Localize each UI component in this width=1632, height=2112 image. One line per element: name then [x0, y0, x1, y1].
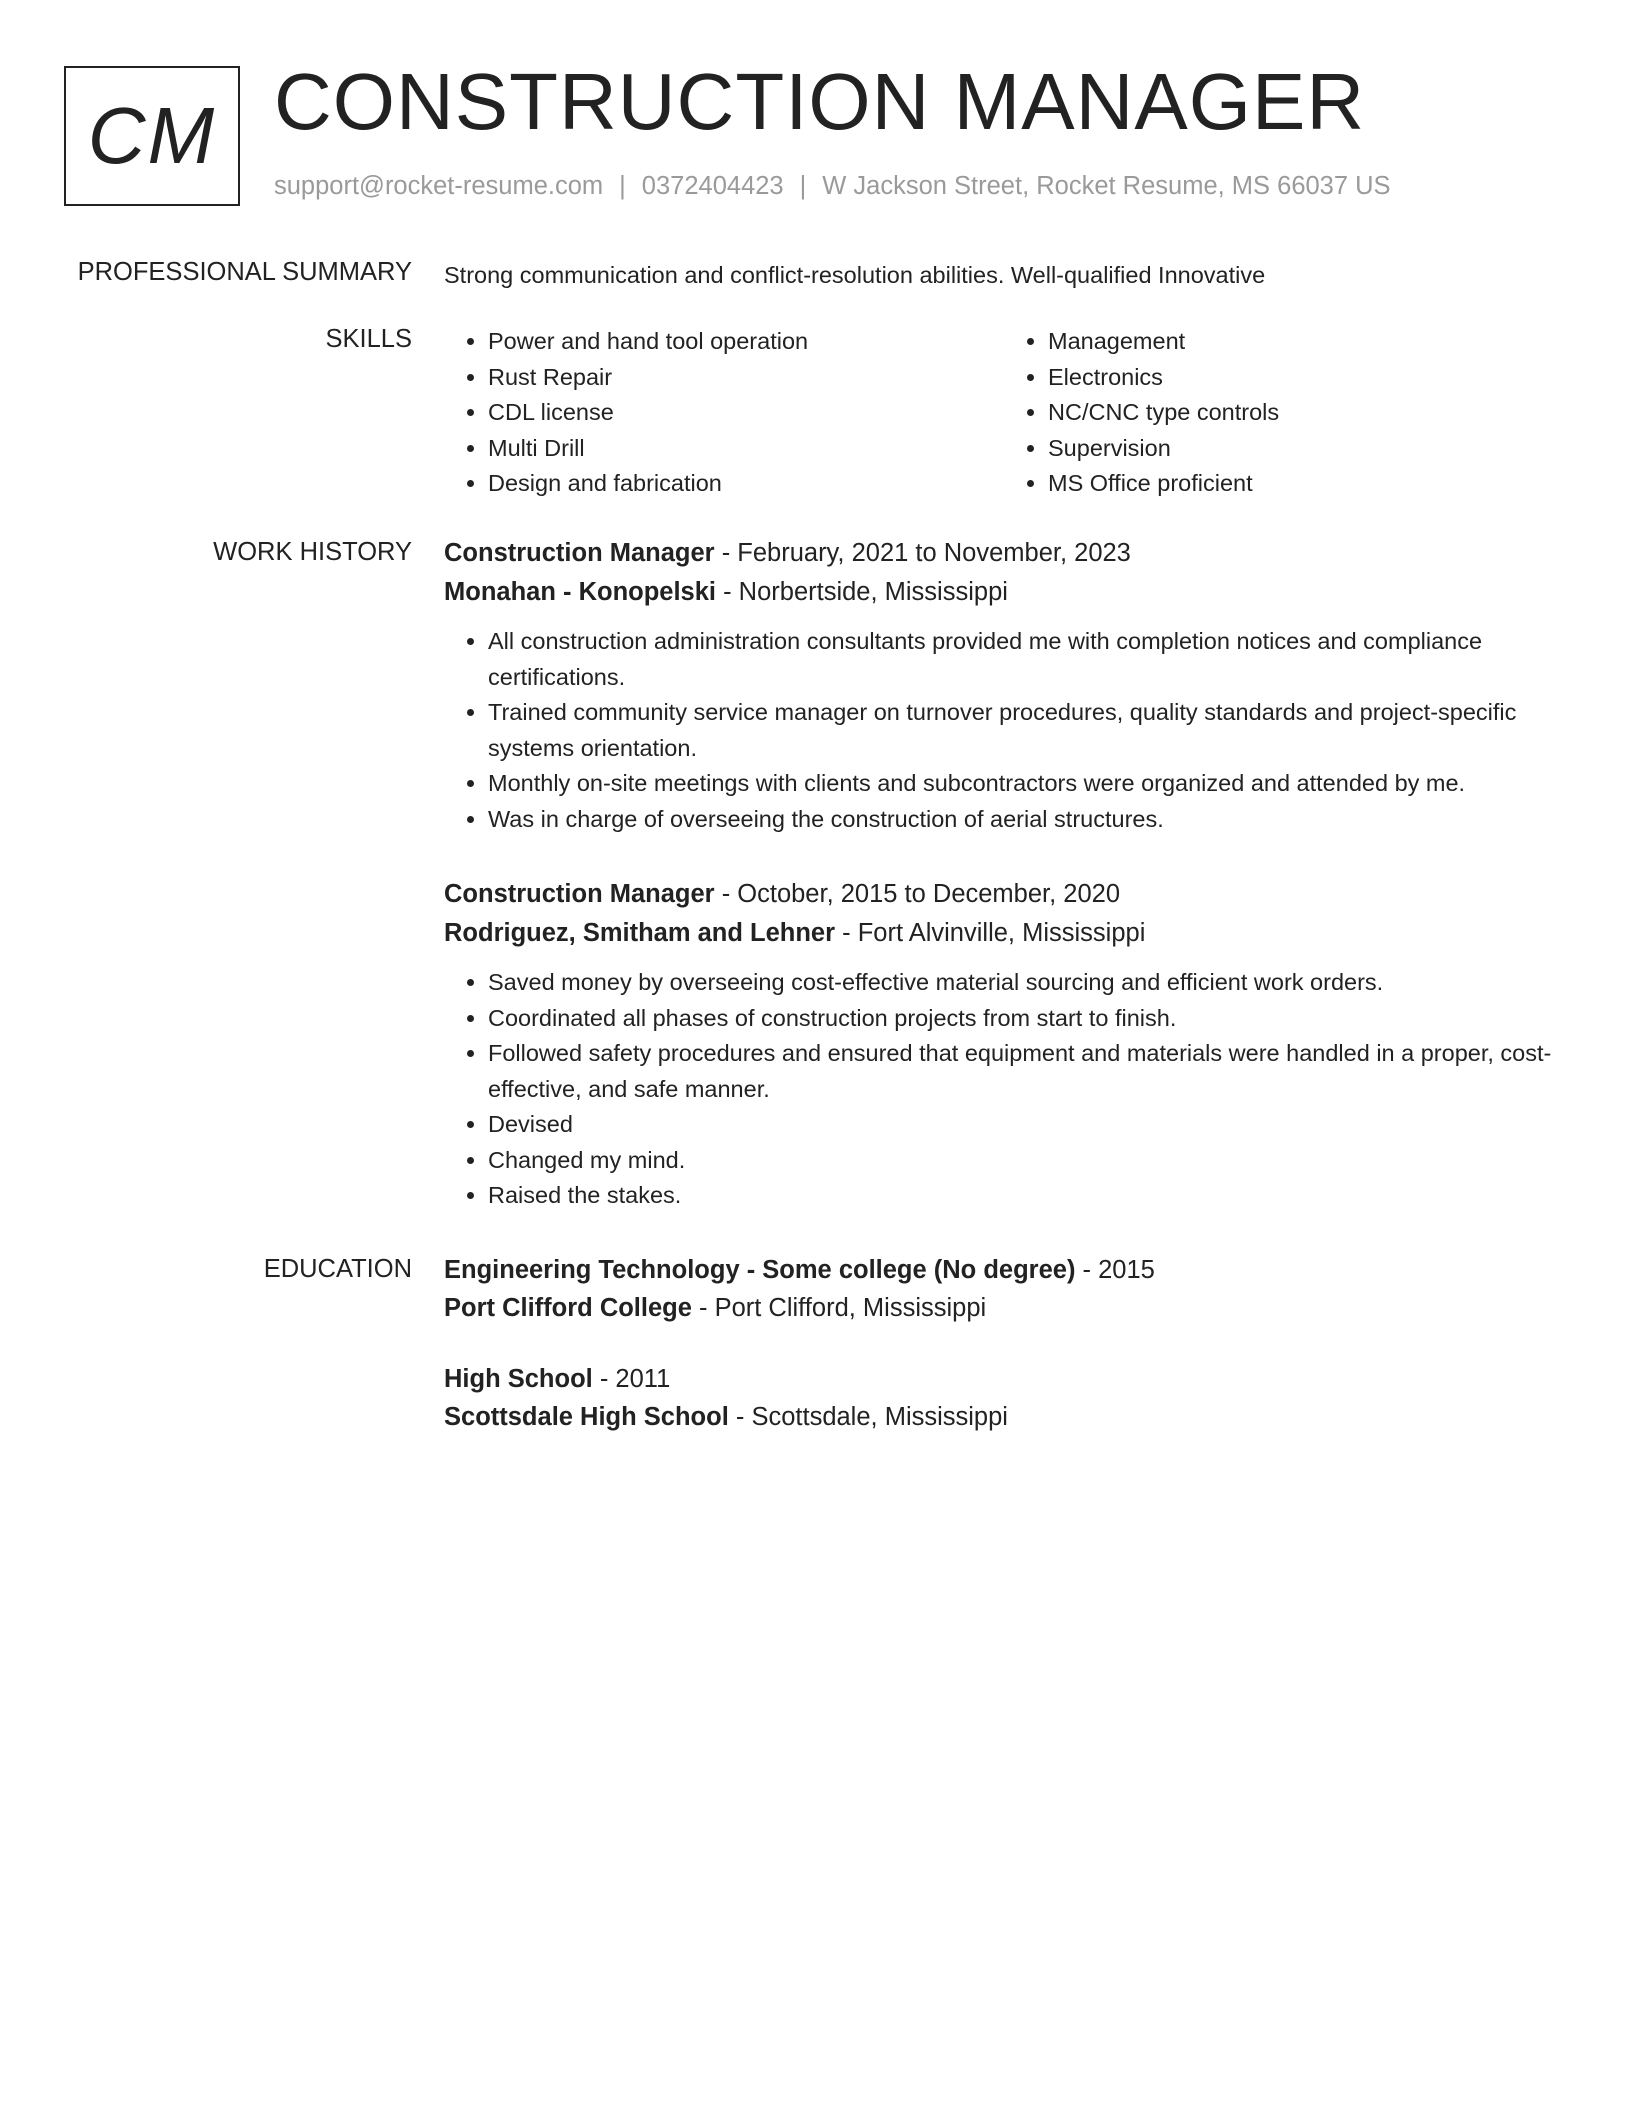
- summary-label: PROFESSIONAL SUMMARY: [77, 258, 412, 286]
- contact-separator: |: [799, 172, 807, 200]
- job-company: Rodriguez, Smitham and Lehner: [444, 919, 836, 947]
- job-location: - Norbertside, Mississippi: [716, 578, 1008, 606]
- job-company: Monahan - Konopelski: [444, 578, 717, 606]
- edu-degree: Engineering Technology - Some college (No degree): [444, 1256, 1076, 1284]
- job-bullets: [444, 965, 1564, 1214]
- skill-item: • Electronics: [1048, 360, 1564, 396]
- job-bullet: • Saved money by overseeing cost-effective material sourcing and efficient work orders.: [488, 965, 1564, 1001]
- edu-school-line: [444, 1289, 1564, 1327]
- edu-degree: High School: [444, 1365, 593, 1393]
- contact-separator: |: [619, 172, 626, 200]
- contact-phone[interactable]: 0372404423: [641, 172, 784, 200]
- contact-email[interactable]: support@rocket-resume.com: [274, 172, 604, 200]
- resume-title: CONSTRUCTION MANAGER: [274, 57, 1366, 146]
- job-bullet: • Monthly on-site meetings with clients and subcontractors were organized and attended by me.: [488, 766, 1564, 802]
- skill-item: • MS Office proficient: [1048, 466, 1564, 502]
- job-dates: - October, 2015 to December, 2020: [714, 880, 1121, 908]
- education-label: EDUCATION: [263, 1255, 412, 1283]
- job-title: Construction Manager: [444, 539, 715, 567]
- edu-year: - 2015: [1075, 1256, 1155, 1284]
- job-dates: - February, 2021 to November, 2023: [714, 539, 1131, 567]
- job-bullet: • Followed safety procedures and ensured that equipment and materials were handled in a proper, cost-effective, and safe manner.: [488, 1036, 1564, 1107]
- contact-line: [274, 172, 1391, 201]
- skill-item: • Management: [1048, 324, 1564, 360]
- job-bullet: • Devised: [488, 1107, 1564, 1143]
- edu-school-line: [444, 1398, 1564, 1436]
- summary-section: [444, 258, 1564, 292]
- skill-item: • Multi Drill: [488, 431, 1004, 467]
- job-bullets: [444, 624, 1564, 837]
- job-bullet: • Trained community service manager on turnover procedures, quality standards and project-specific systems orientation.: [488, 695, 1564, 766]
- skills-section: [444, 324, 1564, 502]
- skills-label: SKILLS: [325, 325, 412, 353]
- skills-list-right: [1004, 324, 1564, 502]
- job-company-line: [444, 573, 1564, 612]
- job-entry: [444, 534, 1564, 837]
- contact-address: W Jackson Street, Rocket Resume, MS 66037 US: [822, 172, 1391, 200]
- skill-item: • Power and hand tool operation: [488, 324, 1004, 360]
- work-history-label: WORK HISTORY: [213, 538, 412, 566]
- job-bullet: • Raised the stakes.: [488, 1178, 1564, 1214]
- edu-school: Scottsdale High School: [444, 1403, 729, 1431]
- job-bullet: • All construction administration consultants provided me with completion notices and compliance certifications.: [488, 624, 1564, 695]
- job-title: Construction Manager: [444, 880, 715, 908]
- edu-location: - Scottsdale, Mississippi: [728, 1403, 1008, 1431]
- job-entry: [444, 875, 1564, 1214]
- education-entry: [444, 1360, 1564, 1436]
- summary-text: Strong communication and conflict-resolution abilities. Well-qualified Innovative: [444, 262, 1266, 288]
- monogram-logo: CM: [64, 66, 240, 206]
- job-location: - Fort Alvinville, Mississippi: [835, 919, 1146, 947]
- skill-item: • NC/CNC type controls: [1048, 395, 1564, 431]
- job-title-line: [444, 534, 1564, 573]
- skill-item: • Design and fabrication: [488, 466, 1004, 502]
- job-title-line: [444, 875, 1564, 914]
- edu-year: - 2011: [592, 1365, 671, 1393]
- edu-location: - Port Clifford, Mississippi: [691, 1294, 987, 1322]
- job-bullet: • Changed my mind.: [488, 1143, 1564, 1179]
- education-entry: [444, 1251, 1564, 1327]
- job-bullet: • Was in charge of overseeing the construction of aerial structures.: [488, 802, 1564, 838]
- skill-item: • CDL license: [488, 395, 1004, 431]
- job-company-line: [444, 914, 1564, 953]
- skill-item: • Rust Repair: [488, 360, 1004, 396]
- edu-degree-line: [444, 1360, 1564, 1398]
- skill-item: • Supervision: [1048, 431, 1564, 467]
- edu-school: Port Clifford College: [444, 1294, 692, 1322]
- job-bullet: • Coordinated all phases of construction projects from start to finish.: [488, 1001, 1564, 1037]
- edu-degree-line: [444, 1251, 1564, 1289]
- skills-list-left: [444, 324, 1004, 502]
